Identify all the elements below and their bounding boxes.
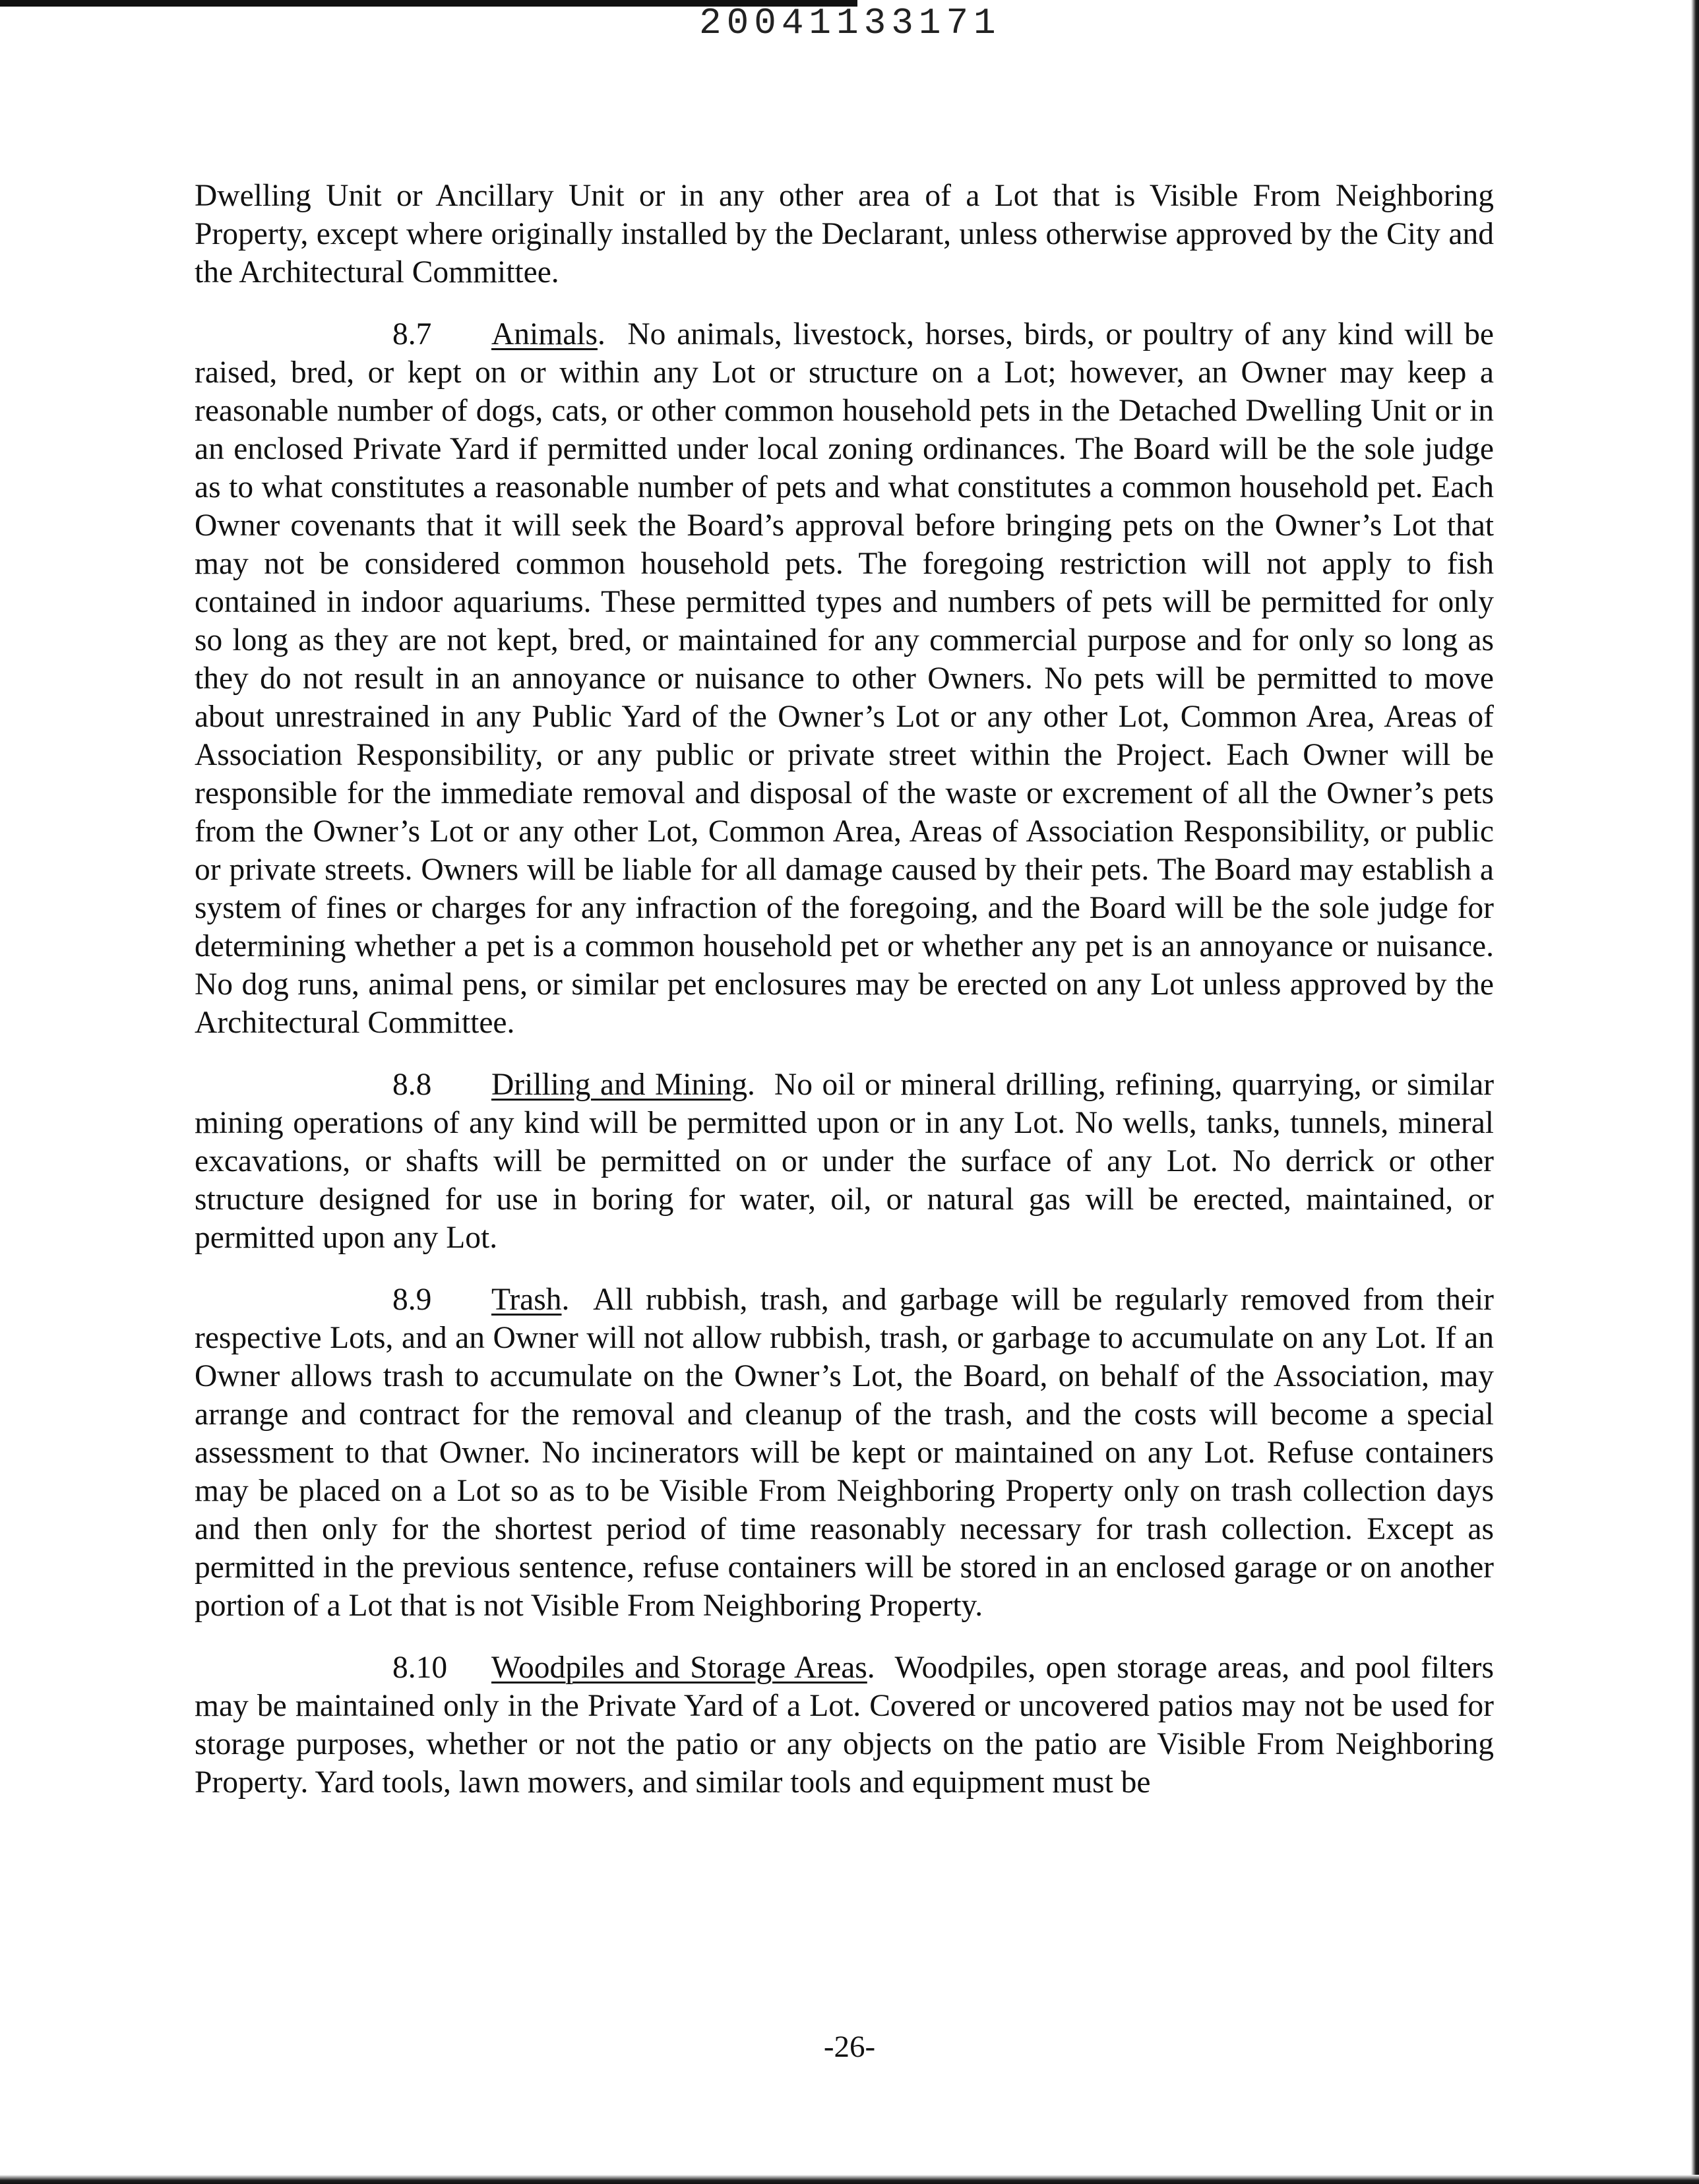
section-8-8: 8.8 Drilling and Mining. No oil or mineral drilling, refining, quarrying, or similar mining operations of any kind will be permitted upon or in any Lot. No wells, tanks, tunnels, mineral excavations, or shafts will be permitted on or under the surface of any Lot. No derrick or other structure designed for use in boring for water, oil, or natural gas will be erected, maintained, or permitted upon any Lot.: [195, 1066, 1494, 1257]
document-number: 20041133171: [699, 2, 1001, 44]
section-body: All rubbish, trash, and garbage will be regularly removed from their respective Lots, and an Owner will not allow rubbish, trash, or garbage to accumulate on any Lot. If an Owner allows trash to accumulate on the Owner’s Lot, the Board, on behalf of the Association, may arrange and contract for the removal and cleanup of the trash, and the costs will become a special assessment to that Owner. No incinerators will be kept or maintained on any Lot. Refuse containers may be placed on a Lot so as to be Visible From Neighboring Property only on trash collection days and then only for the shortest period of time reasonably necessary for trash collection. Except as permitted in the previous sentence, refuse containers will be stored in an enclosed garage or on another portion of a Lot that is not Visible From Neighboring Property.: [195, 1283, 1494, 1623]
section-8-9: 8.9 Trash. All rubbish, trash, and garbage will be regularly removed from their respective Lots, and an Owner will not allow rubbish, trash, or garbage to accumulate on any Lot. If an Owner allows trash to accumulate on the Owner’s Lot, the Board, on behalf of the Association, may arrange and contract for the removal and cleanup of the trash, and the costs will become a special assessment to that Owner. No incinerators will be kept or maintained on any Lot. Refuse containers may be placed on a Lot so as to be Visible From Neighboring Property only on trash collection days and then only for the shortest period of time reasonably necessary for trash collection. Except as permitted in the previous sentence, refuse containers will be stored in an enclosed garage or on another portion of a Lot that is not Visible From Neighboring Property.: [195, 1281, 1494, 1625]
scan-border-bottom: [0, 2175, 1699, 2184]
section-body: No oil or mineral drilling, refining, quarrying, or similar mining operations of any kind will be permitted upon or in any Lot. No wells, tanks, tunnels, mineral excavations, or shafts will be permitted on or under the surface of any Lot. No derrick or other structure designed for use in boring for water, oil, or natural gas will be erected, maintained, or permitted upon any Lot.: [195, 1068, 1495, 1255]
section-body: No animals, livestock, horses, birds, or poultry of any kind will be raised, bred, or kept on or within any Lot or structure on a Lot; however, an Owner may keep a reasonable number of dogs, cats, or other common household pets in the Detached Dwelling Unit or in an enclosed Private Yard if permitted under local zoning ordinances. The Board will be the sole judge as to what constitutes a reasonable number of pets and what constitutes a common household pet. Each Owner covenants that it will seek the Board’s approval before bringing pets on the Owner’s Lot that may not be considered common household pets. The foregoing restriction will not apply to fish contained in indoor aquariums. These permitted types and numbers of pets will be permitted for only so long as they are not kept, bred, or maintained for any commercial purpose and for only so long as they do not result in an annoyance or nuisance to other Owners. No pets will be permitted to move about unrestrained in any Public Yard of the Owner’s Lot or any other Lot, Common Area, Areas of Association Responsibility, or any public or private street within the Project. Each Owner will be responsible for the immediate removal and disposal of the waste or excrement of all the Owner’s pets from the Owner’s Lot or any other Lot, Common Area, Areas of Association Responsibility, or public or private streets. Owners will be liable for all damage caused by their pets. The Board may establish a system of fines or charges for any infraction of the foregoing, and the Board will be the sole judge for determining whether a pet is a common household pet or whether any pet is an annoyance or nuisance. No dog runs, animal pens, or similar pet enclosures may be erected on any Lot unless approved by the Architectural Committee.: [195, 317, 1495, 1040]
page-number: -26-: [823, 2030, 876, 2064]
intro-paragraph: Dwelling Unit or Ancillary Unit or in any other area of a Lot that is Visible From Neighboring Property, except where originally installed by the Declarant, unless otherwise approved by the City and the Architectural Committee.: [195, 179, 1494, 289]
section-number: 8.9: [392, 1283, 432, 1317]
section-8-7: 8.7 Animals. No animals, livestock, horses, birds, or poultry of any kind will be raised, bred, or kept on or within any Lot or structure on a Lot; however, an Owner may keep a reasonable number of dogs, cats, or other common household pets in the Detached Dwelling Unit or in an enclosed Private Yard if permitted under local zoning ordinances. The Board will be the sole judge as to what constitutes a reasonable number of pets and what constitutes a common household pet. Each Owner covenants that it will seek the Board’s approval before bringing pets on the Owner’s Lot that may not be considered common household pets. The foregoing restriction will not apply to fish contained in indoor aquariums. These permitted types and numbers of pets will be permitted for only so long as they are not kept, bred, or maintained for any commercial purpose and for only so long as they do not result in an annoyance or nuisance to other Owners. No pets will be permitted to move about unrestrained in any Public Yard of the Owner’s Lot or any other Lot, Common Area, Areas of Association Responsibility, or any public or private street within the Project. Each Owner will be responsible for the immediate removal and disposal of the waste or excrement of all the Owner’s pets from the Owner’s Lot or any other Lot, Common Area, Areas of Association Responsibility, or public or private streets. Owners will be liable for all damage caused by their pets. The Board may establish a system of fines or charges for any infraction of the foregoing, and the Board will be the sole judge for determining whether a pet is a common household pet or whether any pet is an annoyance or nuisance. No dog runs, animal pens, or similar pet enclosures may be erected on any Lot unless approved by the Architectural Committee.: [195, 315, 1494, 1042]
section-title: Animals: [491, 317, 598, 351]
section-number: 8.7: [392, 317, 432, 351]
section-number: 8.8: [392, 1068, 432, 1102]
scan-border-right: [1691, 0, 1699, 2184]
section-title: Woodpiles and Storage Areas: [491, 1651, 867, 1685]
section-title: Trash: [491, 1283, 562, 1317]
document-body: [195, 177, 1494, 1825]
section-8-10: 8.10 Woodpiles and Storage Areas. Woodpiles, open storage areas, and pool filters may be maintained only in the Private Yard of a Lot. Covered or uncovered patios may not be used for storage purposes, whether or not the patio or any objects on the patio are Visible From Neighboring Property. Yard tools, lawn mowers, and similar tools and equipment must be: [195, 1649, 1494, 1802]
section-title: Drilling and Mining: [491, 1068, 747, 1102]
section-number: 8.10: [392, 1651, 448, 1685]
section-body: Woodpiles, open storage areas, and pool filters may be maintained only in the Private Yard of a Lot. Covered or uncovered patios may not be used for storage purposes, whether or not the patio or any objects on the patio are Visible From Neighboring Property. Yard tools, lawn mowers, and similar tools and equipment must be: [195, 1651, 1494, 1800]
